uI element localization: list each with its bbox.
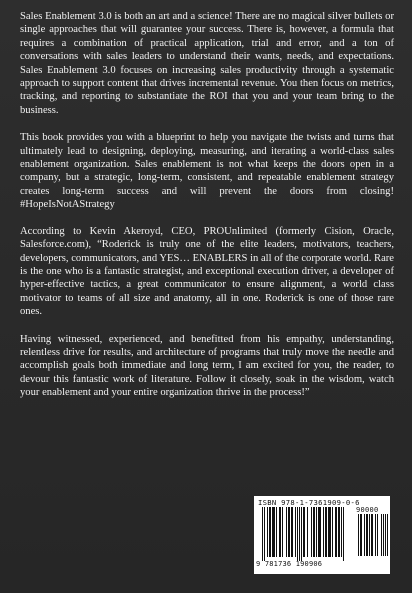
barcode-bar	[307, 507, 308, 557]
barcode-bar	[269, 507, 271, 557]
barcode-bar	[267, 507, 268, 557]
barcode-bar	[338, 507, 340, 557]
barcode-bar	[262, 507, 263, 561]
barcode-bar	[369, 514, 370, 556]
barcode-digits: 9 781736 190906	[256, 560, 323, 568]
barcode-bar	[318, 507, 321, 557]
barcode-bar	[375, 514, 376, 556]
barcode-bar	[387, 514, 388, 556]
paragraph-3: According to Kevin Akeroyd, CEO, PROUnlimited (formerly Cision, Oracle, Salesforce.com), “Roderick is truly one of the elite leaders, motivators, teachers, developers, communicators, and YES… ENABLERS in all of the corporate world. Rare is the one who is a fantastic strategist, and exceptional execution driver, a developer of hyper-effective tactics, a great communicator to ensure alignment, a world class motivator to teams of all size and anatomy, all in one. Roderick is one of those rare ones.	[20, 225, 394, 318]
barcode-bar	[371, 514, 373, 556]
paragraph-2: This book provides you with a blueprint to help you navigate the twists and turns that ultimately lead to designing, deploying, measuring, and iterating a world-class sales enablement organization. Sales enablement is not what keeps the doors open in a company, but a strategic, long-term, consistent, and repeatable enablement strategy creates long-term success and will prevent the doors from closing! #HopeIsNotAStrategy	[20, 132, 394, 211]
barcode-bar	[286, 507, 287, 557]
barcode-bar	[299, 507, 300, 561]
barcode-bar	[288, 507, 290, 557]
barcode-bar	[303, 507, 305, 557]
barcode-bar	[383, 514, 384, 556]
barcode-bar	[301, 507, 302, 561]
barcode-bar	[335, 507, 337, 557]
barcode-bar	[364, 514, 365, 556]
addon-barcode-bars	[358, 514, 388, 560]
barcode-bar	[313, 507, 315, 557]
barcode-bar	[385, 514, 386, 556]
barcode-bar	[366, 514, 368, 556]
blurb	[20, 10, 394, 414]
barcode-bar	[264, 507, 265, 561]
ean-barcode-bars	[262, 507, 354, 561]
barcode-bar	[332, 507, 333, 557]
barcode-bar	[279, 507, 281, 557]
barcode-bar	[295, 507, 296, 557]
barcode-bar	[272, 507, 275, 557]
barcode-bar	[291, 507, 293, 557]
barcode-bar	[381, 514, 382, 556]
barcode-bar	[311, 507, 312, 557]
barcode-bar	[323, 507, 324, 557]
paragraph-4: Having witnessed, experienced, and benefitted from his empathy, understanding, relentless drive for results, and architecture of programs that truly move the needle and accomplish goals both immediate and long term, I am excited for you, the reader, to devour this fantastic work of literature. Follow it closely, soak in the wisdom, watch your enablement and your entire organization thrive in the process!”	[20, 333, 394, 399]
barcode-bar	[282, 507, 283, 557]
barcode-bar	[297, 507, 298, 561]
isbn-barcode	[254, 496, 390, 574]
paragraph-1: Sales Enablement 3.0 is both an art and a science! There are no magical silver bullets or single approaches that will guarantee your success. There is, however, a formula that requires a combination of practical application, trial and error, and a ton of conversations with sales leaders to understand their wants, needs, and expectations. Sales Enablement 3.0 focuses on increasing sales productivity through a systematic approach to support content that drives incremental revenue. You then focus on metrics, tracking, and reporting to substantiate the ROI that you and your team bring to the business.	[20, 11, 394, 116]
price-addon-number: 90000	[356, 506, 379, 514]
barcode-bar	[343, 507, 344, 561]
barcode-bar	[276, 507, 277, 557]
barcode-bar	[377, 514, 378, 556]
barcode-bar	[358, 514, 359, 556]
barcode-bar	[325, 507, 327, 557]
barcode-bar	[316, 507, 317, 557]
barcode-bar	[341, 507, 342, 557]
isbn-text: ISBN 978-1-7361909-0-6	[258, 498, 360, 507]
barcode-bar	[360, 514, 362, 556]
barcode-bar	[328, 507, 331, 557]
